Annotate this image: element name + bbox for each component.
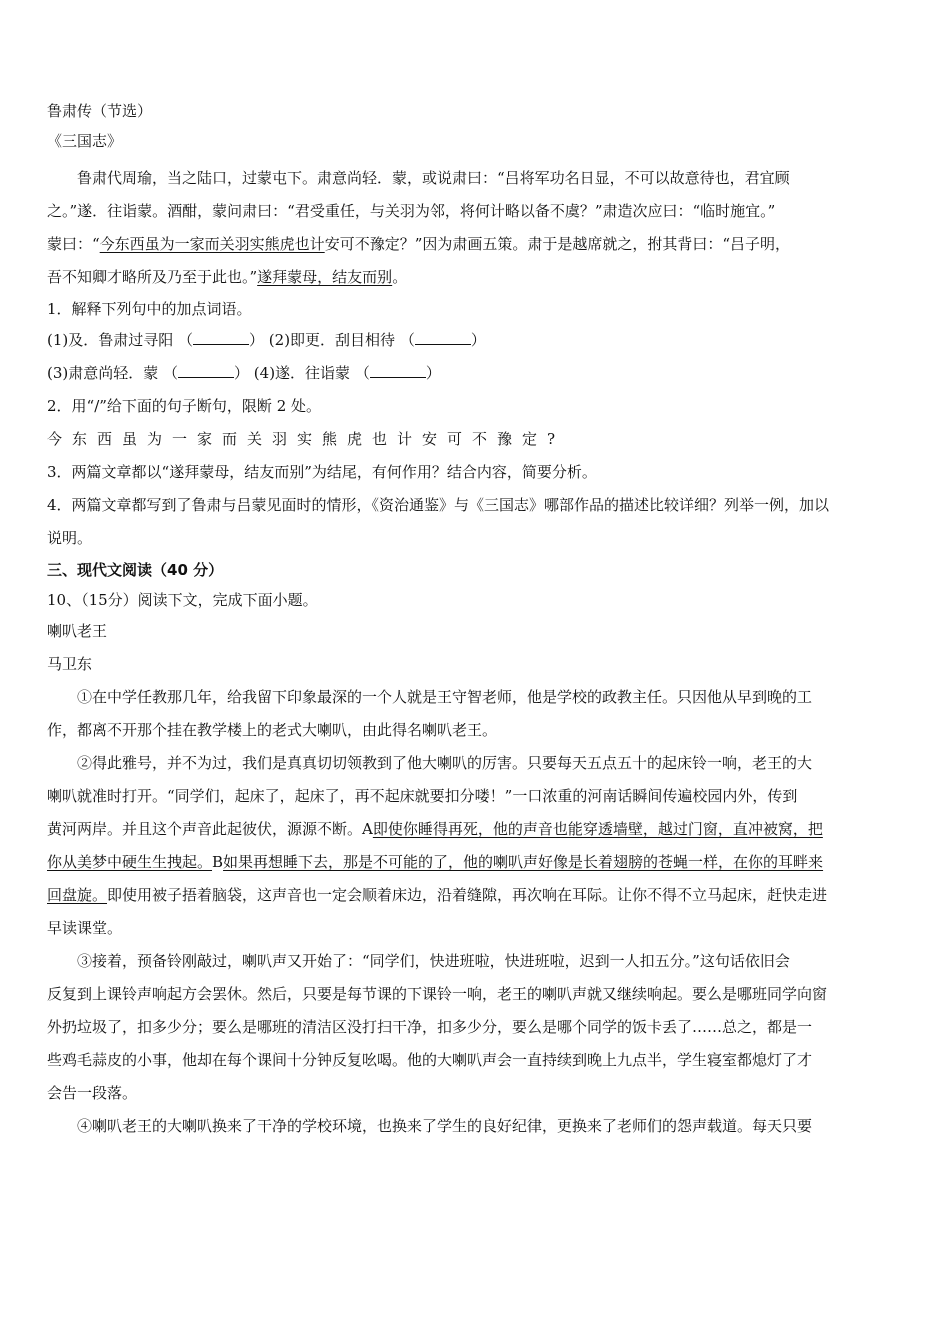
p1-line2: 作，都离不开那个挂在教学楼上的老式大喇叭，由此得名喇叭老王。 [47, 721, 498, 739]
p4-line1: ④喇叭老王的大喇叭换来了干净的学校环境，也换来了学生的良好纪律，更换来了老师们的怨声载道。每天只要 [77, 1117, 813, 1135]
p3-line1: ③接着，预备铃刚敲过，喇叭声又开始了：“同学们，快进班啦，快进班啦，迟到一人扣五分。”这句话依旧会 [77, 952, 790, 970]
answer-blank[interactable] [415, 332, 471, 345]
text-span: (3)肃意尚轻．蒙 （ [47, 364, 179, 382]
question-1-items-a [47, 324, 907, 357]
question-1: 1．解释下列句中的加点词语。 [47, 300, 252, 318]
para1-line3 [47, 228, 907, 261]
question-4-line1: 4．两篇文章都写到了鲁肃与吕蒙见面时的情形，《资治通鉴》与《三国志》哪部作品的描述比较详细？列举一例，加以 [47, 496, 830, 514]
p2-line6: 早读课堂。 [47, 919, 123, 937]
underlined-sentence-a: 即使你睡得再死，他的声音也能穿透墙壁，越过门窗，直冲被窝，把 [372, 820, 823, 838]
question-1-items-b [47, 357, 907, 390]
answer-blank[interactable] [370, 365, 426, 378]
text-span: 即使用被子捂着脑袋，这声音也一定会顺着床边，沿着缝隙，再次响在耳际。让你不得不立马起床，赶快走进 [107, 886, 828, 904]
question-2-sentence: 今东西虽为一家而关羽实熊虎也计安可不豫定? [47, 430, 566, 448]
text-span: 安可不豫定？”因为肃画五策。肃于是越席就之，拊其背曰：“吕子明， [324, 235, 791, 253]
story-title: 喇叭老王 [47, 622, 108, 640]
p3-line5: 会告一段落。 [47, 1084, 138, 1102]
p2-line3 [47, 813, 907, 846]
text-span: 黄河两岸。并且这个声音此起彼伏，源源不断。A [47, 820, 373, 838]
text-span: ） (2)即更．刮目相待 （ [249, 331, 415, 349]
marker-b: B [212, 853, 224, 871]
p2-line4 [47, 846, 907, 879]
question-10: 10、（15分）阅读下文，完成下面小题。 [47, 591, 318, 609]
question-3: 3．两篇文章都以“遂拜蒙母，结友而别”为结尾，有何作用？结合内容，简要分析。 [47, 463, 597, 481]
p2-line2: 喇叭就准时打开。“同学们，起床了，起床了，再不起床就要扣分喽！”一口浓重的河南话瞬间传遍校园内外，传到 [47, 787, 798, 805]
text-span: 吾不知卿才略所及乃至于此也。” [47, 268, 258, 286]
question-2: 2．用“/”给下面的句子断句，限断 2 处。 [47, 397, 322, 415]
p3-line4: 些鸡毛蒜皮的小事，他却在每个课间十分钟反复吆喝。他的大喇叭声会一直持续到晚上九点半，学生寝室都熄灯了才 [47, 1051, 813, 1069]
answer-blank[interactable] [193, 332, 249, 345]
p3-line3: 外扔垃圾了，扣多少分；要么是哪班的清洁区没打扫干净，扣多少分，要么是哪个同学的饭卡丢了……总之，都是一 [47, 1018, 813, 1036]
para1-line2: 之。”遂．往诣蒙。酒酣，蒙问肃曰：“君受重任，与关羽为邻，将何计略以备不虞？”肃造次应曰：“临时施宜。” [47, 202, 776, 220]
underlined-sentence: 遂拜蒙母，结友而别 [257, 268, 393, 286]
document-page [47, 96, 907, 1143]
text-span: ） [470, 331, 486, 349]
lusu-source: 《三国志》 [47, 132, 123, 150]
text-span: (1)及．鲁肃过寻阳 （ [47, 331, 194, 349]
section-heading: 三、现代文阅读（40 分） [47, 561, 224, 579]
p2-line5 [47, 879, 907, 912]
question-4-line2: 说明。 [47, 529, 93, 547]
p1-line1: ①在中学任教那几年，给我留下印象最深的一个人就是王守智老师，他是学校的政教主任。只因他从早到晚的工 [77, 688, 813, 706]
para1-line4 [47, 261, 907, 294]
underlined-sentence-a: 你从美梦中硬生生拽起。 [47, 853, 213, 871]
text-span: 。 [392, 268, 408, 286]
story-author: 马卫东 [47, 655, 93, 673]
underlined-sentence-b: 回盘旋。 [47, 886, 108, 904]
p3-line2: 反复到上课铃声响起方会罢休。然后，只要是每节课的下课铃一响，老王的喇叭声就又继续响起。要么是哪班同学向窗 [47, 985, 828, 1003]
para1-line1: 鲁肃代周瑜，当之陆口，过蒙屯下。肃意尚轻．蒙，或说肃曰：“吕将军功名日显，不可以故意待也，君宜顾 [77, 169, 790, 187]
lusu-title: 鲁肃传（节选） [47, 102, 153, 120]
text-span: ） [425, 364, 441, 382]
underlined-sentence: 今东西虽为一家而关羽实熊虎也计 [99, 235, 325, 253]
text-span: ） (4)遂．往诣蒙 （ [234, 364, 370, 382]
p2-line1: ②得此雅号，并不为过，我们是真真切切领教到了他大喇叭的厉害。只要每天五点五十的起床铃一响，老王的大 [77, 754, 813, 772]
underlined-sentence-b: 如果再想睡下去，那是不可能的了，他的喇叭声好像是长着翅膀的苍蝇一样，在你的耳畔来 [223, 853, 824, 871]
answer-blank[interactable] [178, 365, 234, 378]
text-span: 蒙曰：“ [47, 235, 100, 253]
